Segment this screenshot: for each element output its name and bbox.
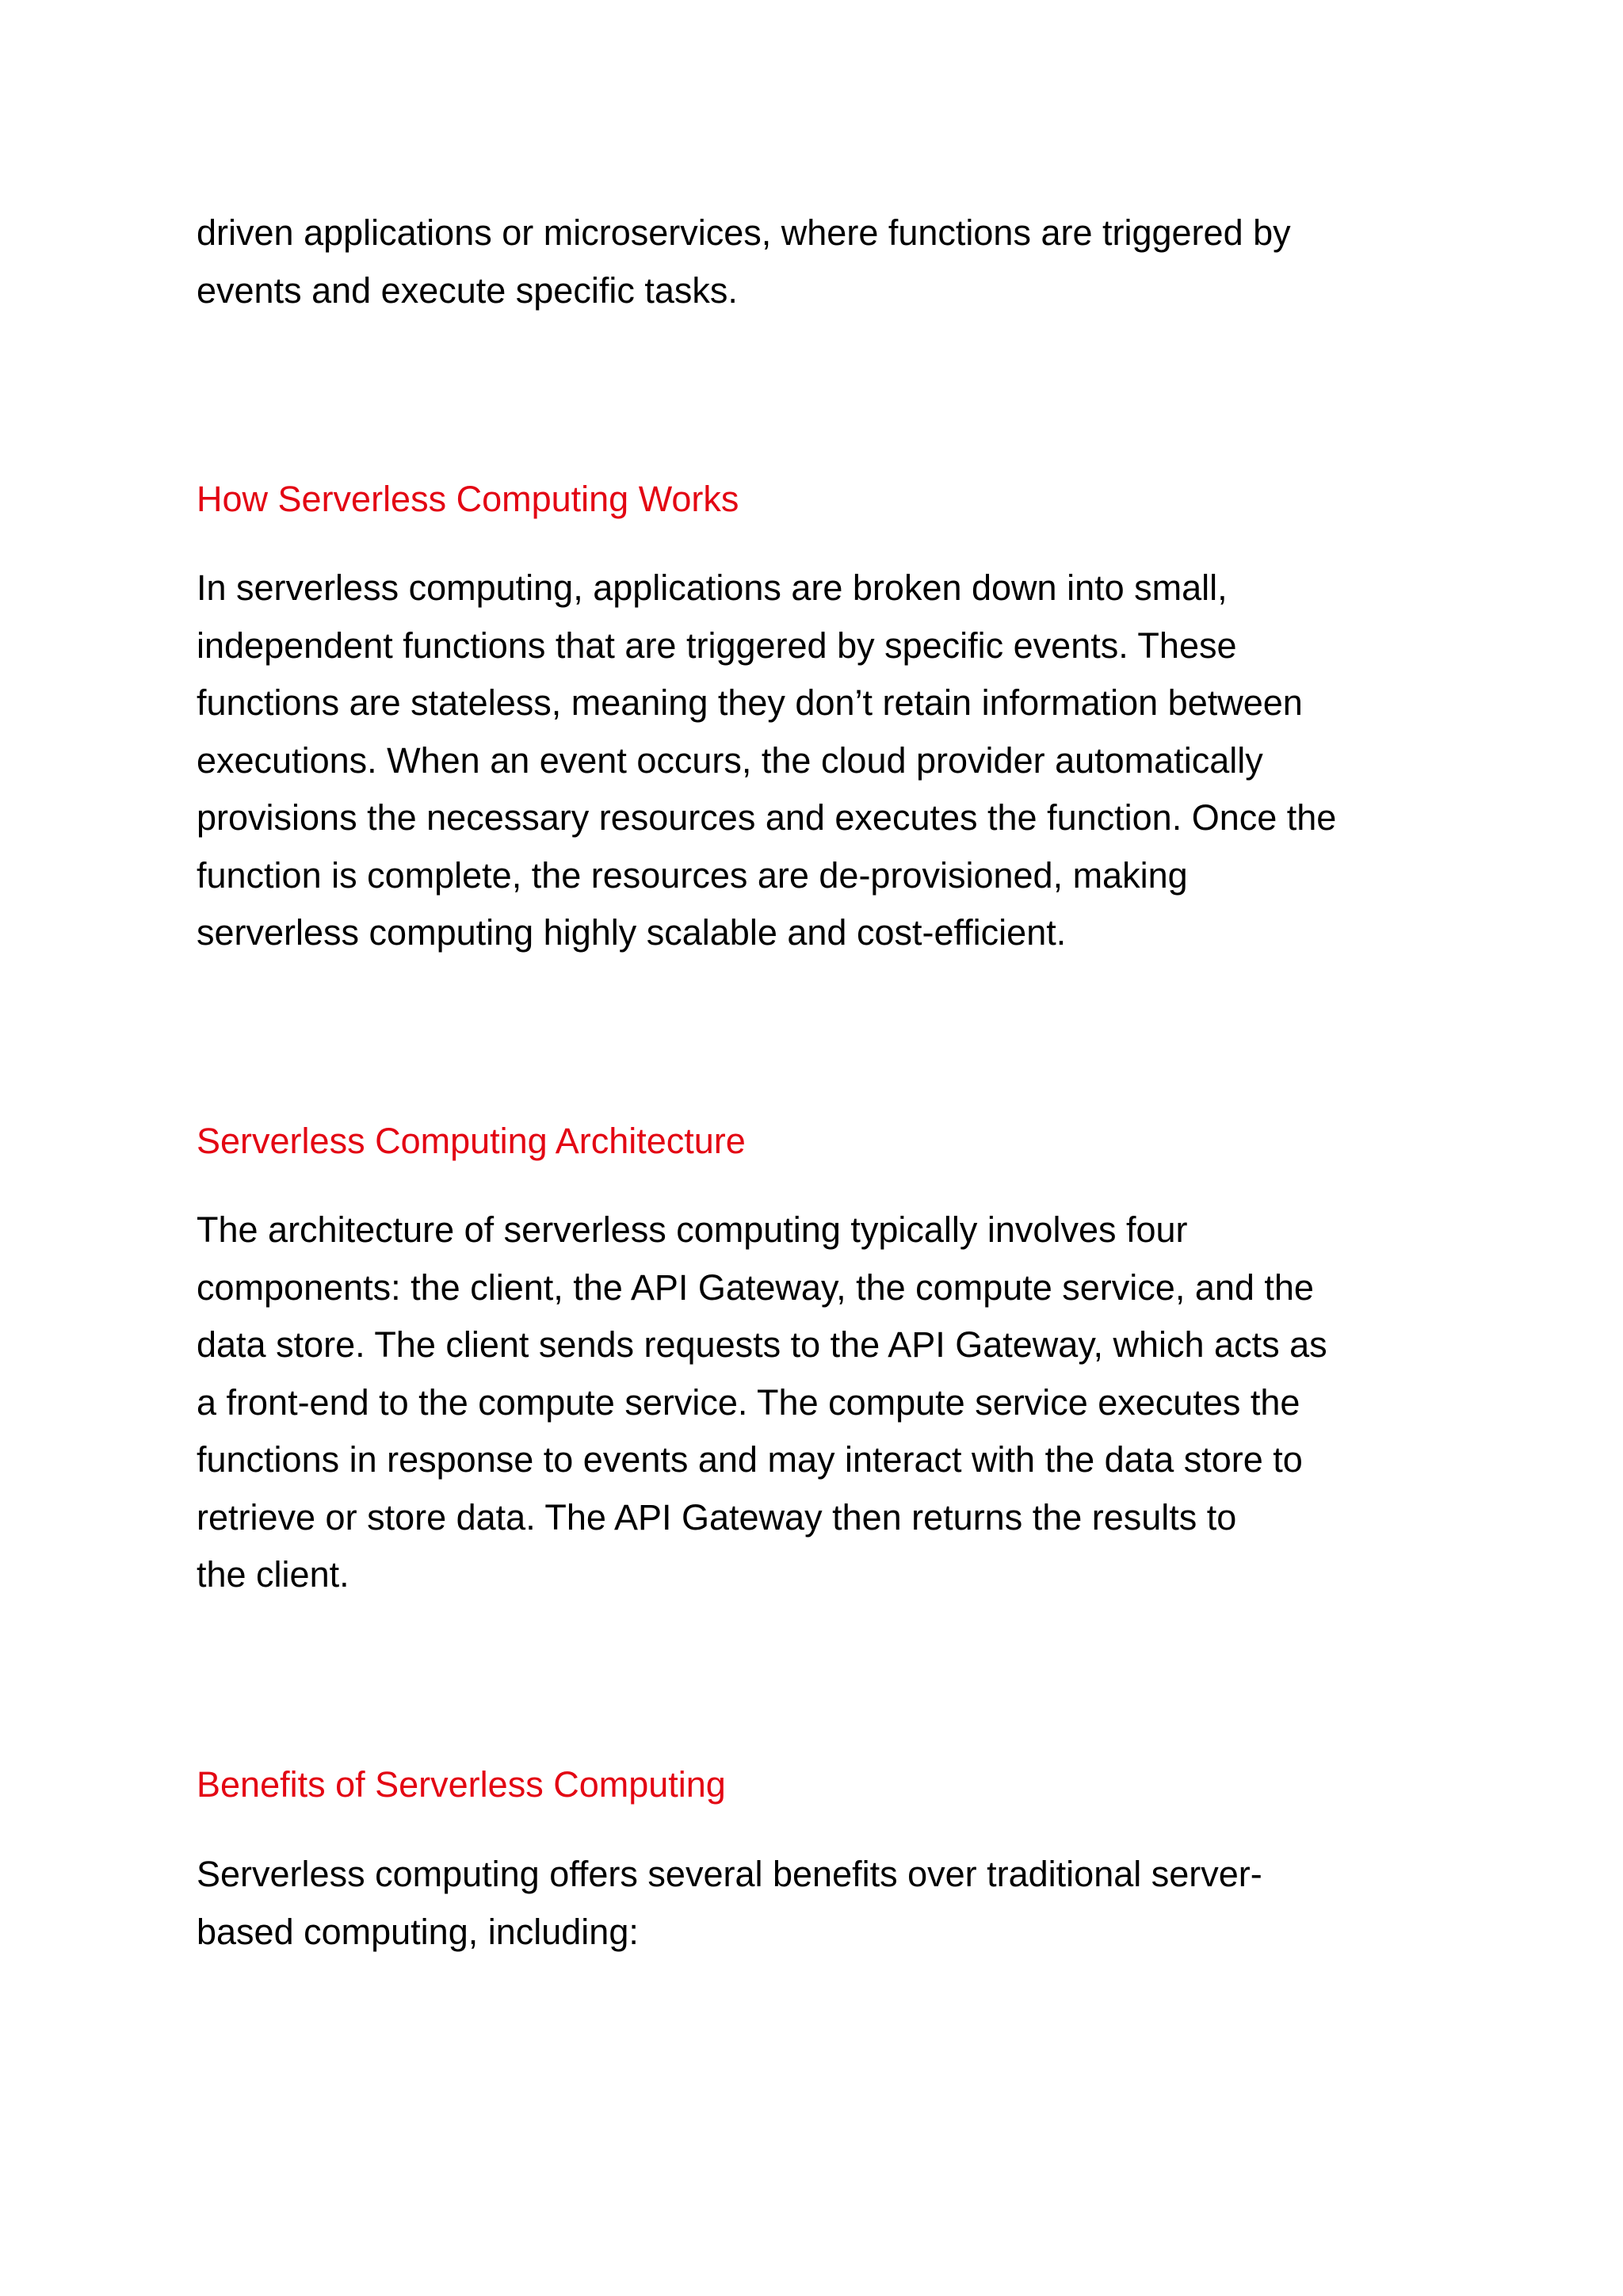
- paragraph-line: The architecture of serverless computing typically involves four: [197, 1209, 1188, 1250]
- paragraph-line: the client.: [197, 1554, 349, 1595]
- how-it-works-paragraph: [197, 560, 1449, 962]
- intro-continuation-paragraph: [197, 204, 1449, 319]
- section-heading-architecture: Serverless Computing Architecture: [197, 1121, 746, 1161]
- paragraph-line: Serverless computing offers several benefits over traditional server-: [197, 1854, 1262, 1894]
- benefits-paragraph: [197, 1846, 1449, 1961]
- paragraph-line: components: the client, the API Gateway, the compute service, and the: [197, 1266, 1314, 1308]
- section-heading-benefits: Benefits of Serverless Computing: [197, 1764, 726, 1805]
- paragraph-line: functions in response to events and may interact with the data store to: [197, 1439, 1303, 1480]
- paragraph-line: function is complete, the resources are de-provisioned, making: [197, 854, 1188, 896]
- paragraph-line: In serverless computing, applications are broken down into small,: [197, 567, 1228, 608]
- paragraph-line: provisions the necessary resources and executes the function. Once the: [197, 797, 1337, 838]
- paragraph-line: retrieve or store data. The API Gateway then returns the results to: [197, 1496, 1237, 1538]
- paragraph-line: based computing, including:: [197, 1911, 639, 1952]
- paragraph-line: serverless computing highly scalable and cost-efficient.: [197, 912, 1067, 953]
- paragraph-line: functions are stateless, meaning they don’t retain information between: [197, 682, 1303, 723]
- paragraph-line: driven applications or microservices, where functions are triggered by: [197, 212, 1291, 253]
- paragraph-line: events and execute specific tasks.: [197, 269, 738, 311]
- paragraph-line: a front-end to the compute service. The compute service executes the: [197, 1381, 1300, 1423]
- paragraph-line: executions. When an event occurs, the cloud provider automatically: [197, 739, 1263, 781]
- section-heading-how-it-works: How Serverless Computing Works: [197, 479, 739, 519]
- paragraph-line: data store. The client sends requests to the API Gateway, which acts as: [197, 1324, 1327, 1365]
- architecture-paragraph: [197, 1201, 1449, 1604]
- paragraph-line: independent functions that are triggered by specific events. These: [197, 625, 1237, 666]
